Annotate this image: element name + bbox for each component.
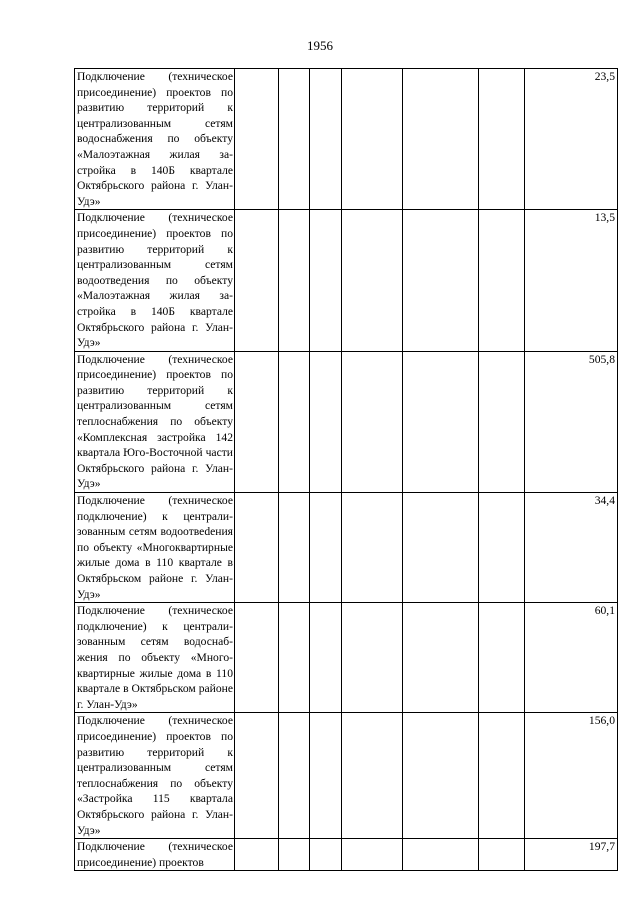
table-row [75, 493, 618, 603]
empty-cell [279, 493, 310, 603]
table-row [75, 69, 618, 210]
description-cell [75, 713, 235, 839]
description-cell [75, 351, 235, 492]
amount-value: 13,5 [594, 211, 615, 225]
empty-cell [342, 839, 403, 871]
empty-cell [310, 210, 342, 351]
table-row [75, 210, 618, 351]
table-row [75, 351, 618, 492]
amount-cell [525, 69, 618, 210]
table-row [75, 713, 618, 839]
description-text: Подключение (техническое подключение) к централизованным сетям водоотвеdения по объекту «Многоквартирные жилые дома в 110 квартале в Октябрьском районе г. Улан-Удэ» [77, 494, 233, 601]
empty-cell [479, 210, 525, 351]
empty-cell [403, 603, 479, 713]
empty-cell [403, 210, 479, 351]
empty-cell [310, 69, 342, 210]
empty-cell [342, 713, 403, 839]
empty-cell [403, 69, 479, 210]
empty-cell [279, 603, 310, 713]
empty-cell [479, 603, 525, 713]
empty-cell [310, 351, 342, 492]
description-text: Подключение (техническое подключение) к централизованным сетям водоснабжения по объекту «Многоквартирные жилые дома в 110 квартале в Октябрьском районе г. Улан-Удэ» [77, 604, 233, 711]
empty-cell [403, 839, 479, 871]
description-cell [75, 839, 235, 871]
empty-cell [479, 713, 525, 839]
empty-cell [235, 69, 279, 210]
description-cell [75, 210, 235, 351]
amount-value: 23,5 [594, 70, 615, 83]
empty-cell [403, 351, 479, 492]
table-row [75, 839, 618, 871]
amount-cell [525, 603, 618, 713]
description-text: Подключение (техническое присоединение) проектов по развитию территорий к централизованным сетям теплоснабжения по объекту «Застройка 115 квартала Октябрьского района г. Улан-Удэ» [77, 714, 233, 837]
description-text: Подключение (техническое присоединение) проектов [77, 840, 233, 869]
empty-cell [479, 69, 525, 210]
empty-cell [479, 351, 525, 492]
empty-cell [235, 210, 279, 351]
amount-value: 60,1 [594, 604, 615, 618]
description-cell [75, 493, 235, 603]
page-number: 1956 [307, 38, 333, 53]
empty-cell [403, 713, 479, 839]
empty-cell [342, 603, 403, 713]
empty-cell [342, 351, 403, 492]
amount-value: 34,4 [594, 494, 615, 508]
empty-cell [235, 351, 279, 492]
amount-value: 156,0 [588, 714, 615, 728]
amount-cell [525, 493, 618, 603]
description-cell [75, 603, 235, 713]
empty-cell [342, 69, 403, 210]
empty-cell [279, 210, 310, 351]
table-row [75, 603, 618, 713]
empty-cell [279, 351, 310, 492]
empty-cell [235, 839, 279, 871]
empty-cell [310, 603, 342, 713]
empty-cell [342, 493, 403, 603]
amount-value: 197,7 [588, 840, 615, 854]
amount-cell [525, 713, 618, 839]
amount-cell [525, 210, 618, 351]
amount-cell [525, 351, 618, 492]
amount-value: 505,8 [588, 352, 615, 366]
empty-cell [279, 69, 310, 210]
amount-cell [525, 839, 618, 871]
budget-table [74, 68, 618, 871]
description-cell [75, 69, 235, 210]
empty-cell [403, 493, 479, 603]
empty-cell [235, 493, 279, 603]
empty-cell [235, 603, 279, 713]
empty-cell [310, 839, 342, 871]
description-text: Подключение (техническое присоединение) проектов по развитию территорий к централизованным сетям водоотведения по объекту «Малоэтажная жилая застройка в 140Б квартале Октябрьского района г. Улан-Удэ» [77, 211, 233, 350]
description-text: Подключение (техническое присоединение) проектов по развитию территорий к централизованным сетям теплоснабжения по объекту «Комплексная застройка 142 квартала Юго-Восточной части Октябрьского района г. Улан-Удэ» [77, 352, 233, 491]
empty-cell [479, 839, 525, 871]
empty-cell [310, 493, 342, 603]
empty-cell [279, 839, 310, 871]
empty-cell [279, 713, 310, 839]
empty-cell [342, 210, 403, 351]
empty-cell [479, 493, 525, 603]
empty-cell [310, 713, 342, 839]
empty-cell [235, 713, 279, 839]
description-text: Подключение (техническое присоединение) проектов по развитию территорий к централизованным сетям водоснабжения по объекту «Малоэтажная жилая застройка в 140Б квартале Октябрьского района г. Улан-Удэ» [77, 70, 233, 208]
